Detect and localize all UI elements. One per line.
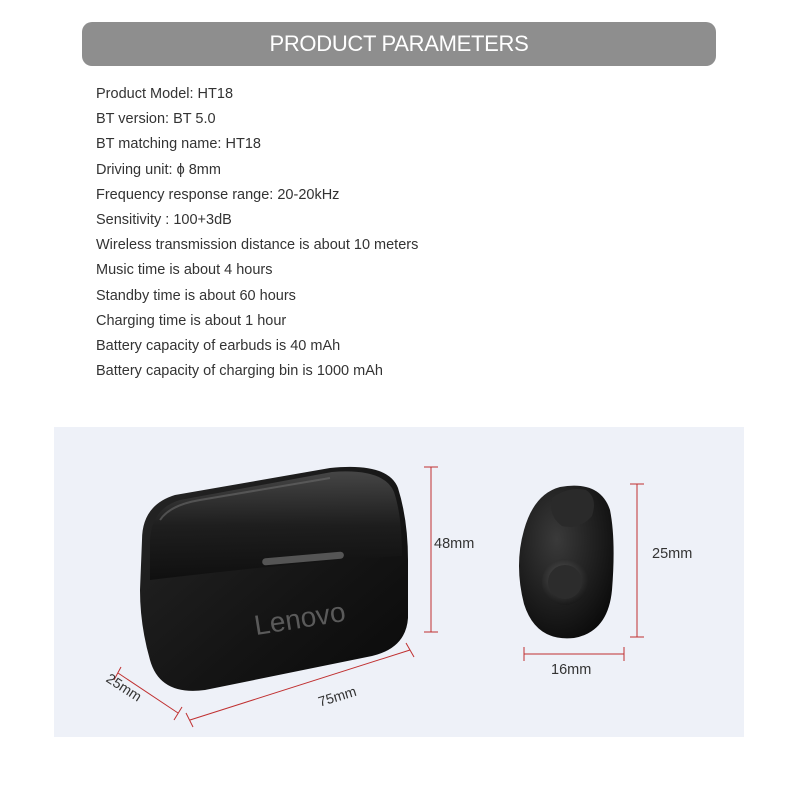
case-depth-label: 25mm — [103, 669, 145, 705]
earbud-height-label: 25mm — [652, 546, 693, 562]
spec-item-charging-time: Charging time is about 1 hour — [96, 312, 287, 329]
spec-item-model: Product Model: HT18 — [96, 86, 234, 102]
case-height-label: 48mm — [434, 536, 475, 552]
charging-case — [140, 467, 408, 691]
earbud — [519, 486, 614, 639]
spec-item-sensitivity: Sensitivity : 100+3dB — [96, 211, 232, 228]
case-length-label: 75mm — [316, 682, 359, 710]
spec-item-case-battery: Battery capacity of charging bin is 1000 mAh — [96, 363, 383, 380]
spec-item-music-time: Music time is about 4 hours — [96, 262, 273, 279]
spec-item-bt-name: BT matching name: HT18 — [96, 136, 261, 153]
spec-item-range: Wireless transmission distance is about 10 meters — [96, 237, 419, 254]
spec-item-driving-unit: Driving unit: ϕ 8mm — [96, 161, 221, 178]
spec-item-bt-version: BT version: BT 5.0 — [96, 111, 216, 128]
brand-logo: Lenovo — [251, 596, 348, 642]
spec-item-frequency: Frequency response range: 20-20kHz — [96, 186, 340, 203]
earbud-width-label: 16mm — [551, 662, 592, 678]
spec-item-earbud-battery: Battery capacity of earbuds is 40 mAh — [96, 337, 341, 354]
spec-item-standby-time: Standby time is about 60 hours — [96, 287, 296, 304]
section-title-banner: PRODUCT PARAMETERS — [82, 22, 716, 66]
